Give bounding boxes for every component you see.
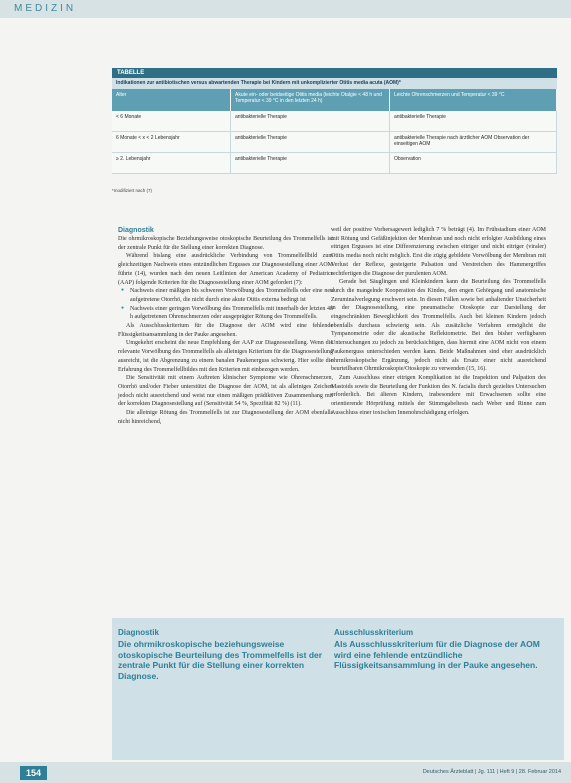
left-column [118, 226, 333, 426]
table-cell: ≥ 2. Lebensjahr [112, 153, 231, 174]
table-cell: 6 Monate < x < 2 Lebensjahr [112, 132, 231, 153]
section-heading-diagnostik: Diagnostik [118, 227, 154, 234]
table-row [112, 132, 557, 153]
header-cell-age: Alter [112, 89, 231, 111]
table-cell: < 6 Monate [112, 111, 231, 132]
criteria-list [118, 287, 333, 322]
summary-box [112, 618, 564, 760]
right-column [331, 226, 546, 417]
paragraph: Die alleinige Rötung des Trommelfells ist zur Diagnosestellung der AOM ebenfalls nicht hinreichend, [118, 410, 333, 425]
table-cell: Observation [390, 153, 557, 174]
table-label: TABELLE [112, 68, 557, 78]
table-cell: antibakterielle Therapie [231, 132, 390, 153]
summary-diagnostik [118, 628, 328, 681]
summary-heading: Diagnostik [118, 628, 159, 637]
paragraph: Zum Ausschluss einer eitrigen Komplikation ist die Inspektion und Palpation des Mastoids sowie die Beurteilung der Funktion des N. facialis durch gezieltes Untersuchen erforderlich. Bei älteren Kindern, insbesondere mit Erwachsenen sollte eine orientierende Hörprüfung mittels der Stimmgabeltests nach Weber und Rinne zum Ausschluss einer toxischen Innenohrschädigung erfolgen. [331, 374, 546, 416]
list-item: ● Nachweis einer mäßigen bis schweren Vorwölbung des Trommelfells oder eine neu aufgetretene Otorrhö, die nicht durch eine akute Otitis externa bedingt ist [130, 287, 333, 304]
paragraph: Als Ausschlusskriterium für die Diagnose der AOM wird eine fehlende Flüssigkeitsansammlung in der Pauke angesehen. [118, 323, 333, 338]
page-number: 154 [20, 766, 47, 780]
table-caption: Indikationen zur antibiotischen versus abwartenden Therapie bei Kindern mit unkomplizierter Otitis media acuta (AOM)* [112, 78, 557, 89]
page-header [0, 0, 571, 18]
paragraph: Gerade bei Säuglingen und Kleinkindern kann die Beurteilung des Trommelfells durch die mangelnde Kooperation des Kindes, den engen Gehörgang und anatomische Zeruminalverlegung erschwert sein. In diesen Fällen sowie bei anhaltender Unsicherheit in der Diagnosestellung, eine pneumatische Otoskopie zur Darstellung der eingeschränkten Beweglichkeit des Trommelfells. Auch bei kleinen Kindern jedoch ebenfalls durchaus schwierig sein. Als zusätzliche Verfahren ermöglicht die Tympanometrie oder die akustische Reflektometrie. Bei den bisher verfügbaren Untersuchungen zu jedoch zu berücksichtigen, dass hiermit eine AOM nicht von einem Paukenerguss unterschieden werden kann. Beide Maßnahmen sind eher ausdrücklich ohrmikroskopische Ergänzung, jedoch nicht als Ersatz einer nicht ausreichend beurteilbaren Ohrmikroskopie/Otoskopie zu verwenden (15, 16). [331, 279, 546, 373]
therapy-table [112, 68, 557, 174]
paragraph: Umgekehrt erscheint die neue Empfehlung der AAP zur Diagnosestellung. Wenn die relevante Vorwölbung des Trommelfells als alleiniges Kriterium für die Diagnosestellung ausreicht, ist die Abgrenzung zu einem banalen Paukenerguss schwierig. Hier sollte die Erfahrung des Trommelfellbildes mit den Kriterien mit einbezogen werden. [118, 340, 333, 373]
paragraph: Während bislang eine ausdrückliche Verbindung von Trommelfellbild zum gleichzeitigen Nachweis eines entzündlichen Ergusses zur Diagnosestellung einer AOM führte (14), wurden nach den neuen Leitlinien der American Academy of Pediatrics (AAP) folgende Kriterien für die Diagnosestellung einer AOM gefordert (7): [118, 253, 333, 286]
table-cell: antibakterielle Therapie [390, 111, 557, 132]
paragraph: Die ohrmikroskopische Beziehungsweise otoskopische Beurteilung des Trommelfells ist der zentrale Punkt für die Stellung einer korrekten Diagnose. [118, 236, 333, 251]
section-label: MEDIZIN [14, 3, 77, 14]
table-header-row [112, 89, 557, 111]
header-cell-aom: Akute ein- oder beidseitige Otitis media (leichte Otalgie < 48 h und Temperatur < 39 °C in den letzten 24 h) [231, 89, 390, 111]
summary-heading: Ausschlusskriterium [334, 628, 414, 637]
paragraph: Die Sensitivität mit einem Auftreten klinischer Symptome wie Ohrenschmerzen, Otorrhö und/oder Fieber unterstützt die Diagnose der AOM, ist als alleiniges Zeichen jedoch nicht ausreichend und weist nur einen mäßigen prädiktiven Zusammenhang mit der korrekten Diagnosestellung auf (Sensitivität 54 %, Spezifität 82 %) (11). [118, 375, 333, 408]
table-cell: antibakterielle Therapie [231, 153, 390, 174]
table-cell: antibakterielle Therapie [231, 111, 390, 132]
list-item: ● Nachweis einer geringen Vorwölbung des Trommelfells mit innerhalb der letzten 48 h aufgetretenen Ohrenschmerzen oder ausgeprägter Rötung des Trommelfells. [130, 305, 333, 322]
table-cell: antibakterielle Therapie nach ärztlicher AOM Observation der einseitigen AOM [390, 132, 557, 153]
page-footer [0, 762, 571, 783]
table-row [112, 153, 557, 174]
table-footnote: *modifiziert nach (7) [112, 188, 153, 193]
header-cell-mild: Leichte Ohrenschmerzen und Temperatur < 39 °C [390, 89, 557, 111]
journal-citation: Deutsches Ärzteblatt | Jg. 111 | Heft 9 | 28. Februar 2014 [422, 769, 561, 775]
table-row [112, 111, 557, 132]
summary-text: Als Ausschlusskriterium für die Diagnose der AOM wird eine fehlende entzündliche Flüssigkeitsansammlung in der Pauke angesehen. [334, 639, 540, 670]
table-body [112, 89, 557, 174]
paragraph: weil der positive Vorhersagewert lediglich 7 % beträgt (4). Im Frühstadium einer AOM mit Rötung und Gefäßinjektion der Membran und noch nicht erfolgter Ausbildung eines eitrigen Ergusses ist eine Differenzierung zwischen eitriger und nicht eitriger (viraler) Otitis media noch nicht möglich. Erst die zügig gebildete Vorwölbung der Membran mit Verlust der Reflexe, gesteigerte Pulsation und Verstreichen des Hammergriffes rechtfertigen die Diagnose der purulenten AOM. [331, 227, 546, 277]
summary-ausschluss [334, 628, 544, 671]
summary-text: Die ohrmikroskopische beziehungsweise otoskopische Beurteilung des Trommelfells ist der zentrale Punkt für die Stellung einer korrekten Diagnose. [118, 639, 323, 681]
